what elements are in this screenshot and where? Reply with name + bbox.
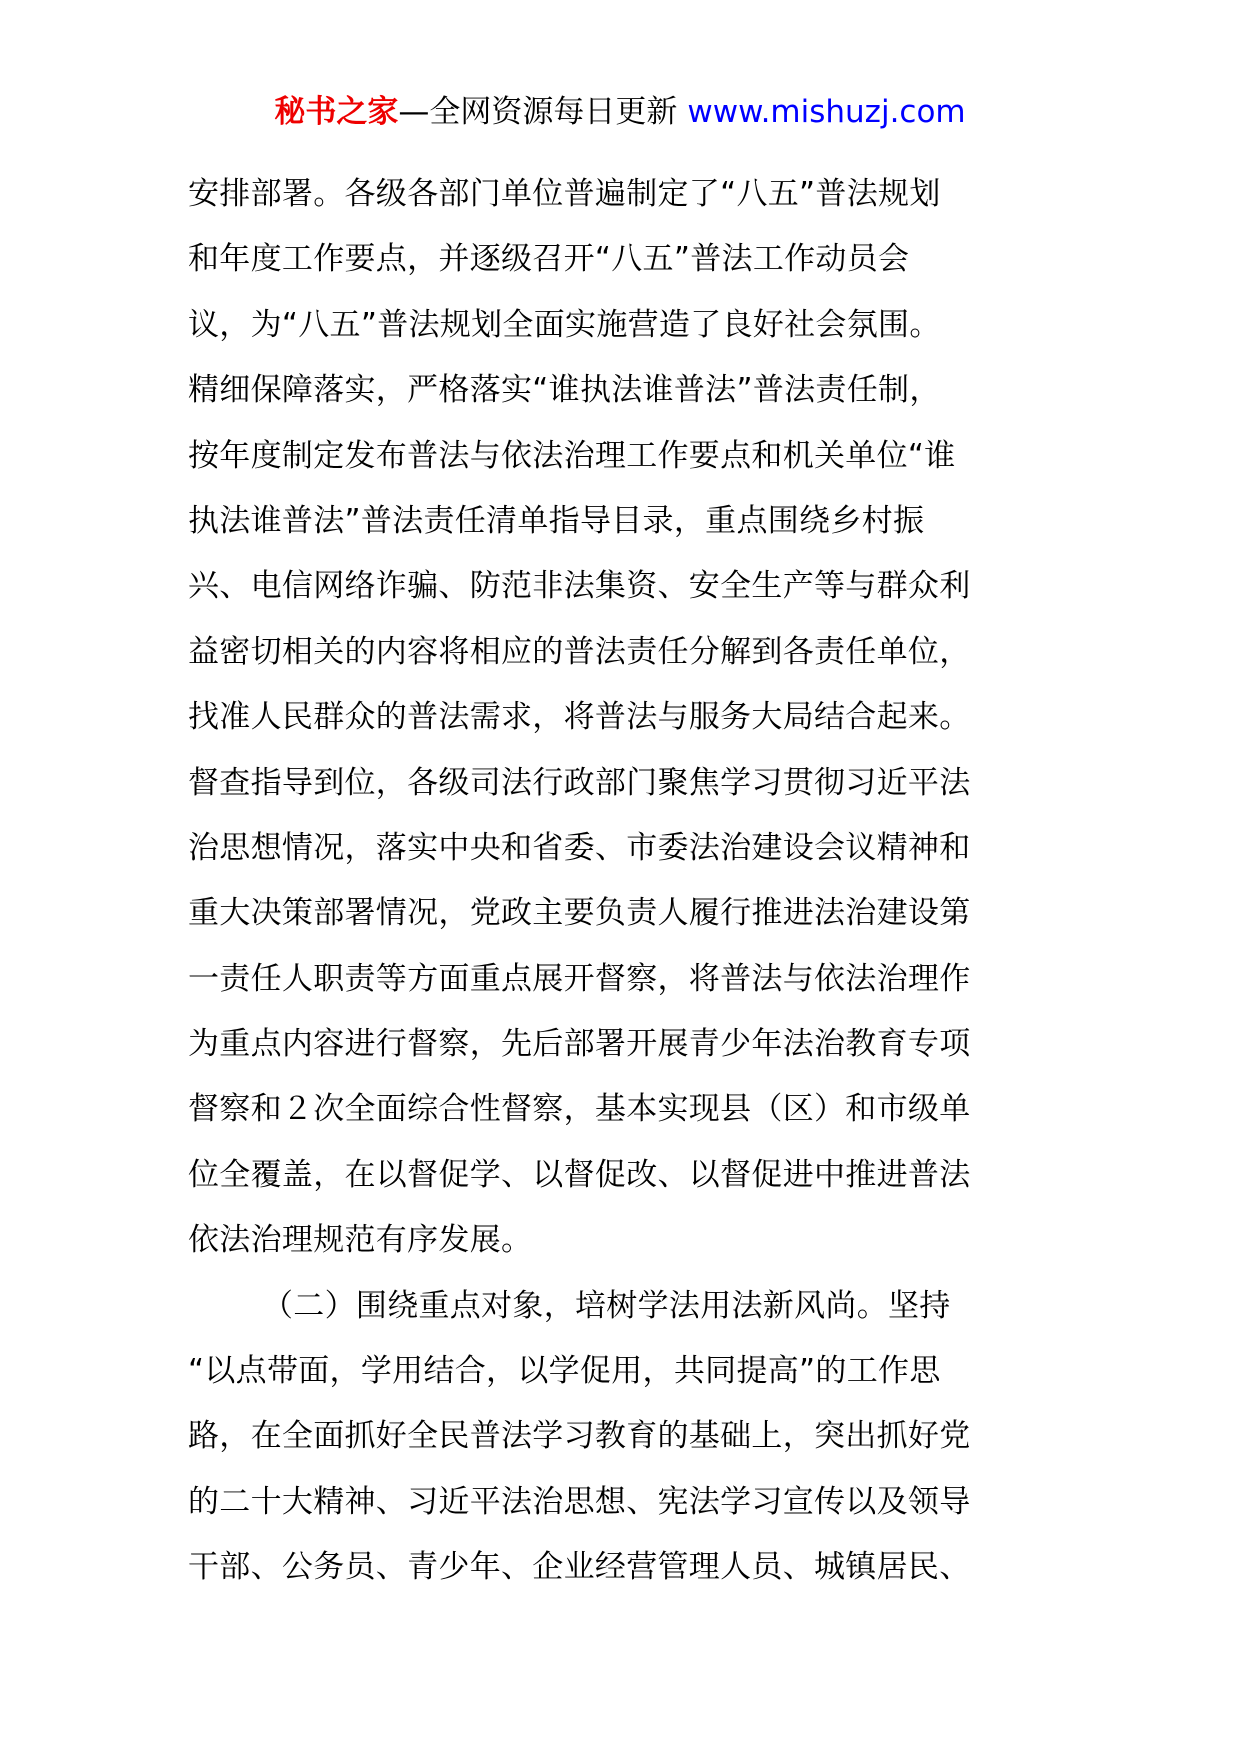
text-line: 和年度工作要点，并逐级召开“八五”普法工作动员会 [188,241,910,278]
text-line: 督察和２次全面综合性督察，基本实现县（区）和市级单 [188,1091,971,1128]
site-header [0,92,1240,132]
text-line: 治思想情况，落实中央和省委、市委法治建设会议精神和 [188,829,971,866]
text-line: 依法治理规范有序发展。 [188,1222,533,1259]
text-line: 一责任人职责等方面重点展开督察，将普法与依法治理作 [188,960,971,997]
text-line: 督查指导到位，各级司法行政部门聚焦学习贯彻习近平法 [188,764,971,801]
text-line: 安排部署。各级各部门单位普遍制定了“八五”普法规划 [188,176,941,212]
section-heading-line: （二）围绕重点对象，培树学法用法新风尚。坚持 [262,1287,951,1324]
document-body [188,162,1068,1601]
text-line: 议，为“八五”普法规划全面实施营造了良好社会氛围。 [188,306,941,343]
text-line: 路，在全面抓好全民普法学习教育的基础上，突出抓好党 [188,1418,971,1455]
text-line: 干部、公务员、青少年、企业经营管理人员、城镇居民、 [188,1549,971,1586]
text-line: 按年度制定发布普法与依法治理工作要点和机关单位“谁 [188,437,956,474]
text-line: 为重点内容进行督察，先后部署开展青少年法治教育专项 [188,1026,971,1063]
text-line: 的二十大精神、习近平法治思想、宪法学习宣传以及领导 [188,1483,971,1520]
text-line: 找准人民群众的普法需求，将普法与服务大局结合起来。 [188,699,971,736]
text-line: 精细保障落实，严格落实“谁执法谁普法”普法责任制， [188,372,941,409]
website-link[interactable]: www.mishuzj.com [687,94,966,130]
text-line: 位全覆盖，在以督促学、以督促改、以督促进中推进普法 [188,1156,971,1193]
header-tagline: —全网资源每日更新 [398,94,678,130]
text-line: 益密切相关的内容将相应的普法责任分解到各责任单位， [188,633,971,670]
text-line: 执法谁普法”普法责任清单指导目录，重点围绕乡村振 [188,502,925,539]
text-line: 重大决策部署情况，党政主要负责人履行推进法治建设第 [188,895,971,932]
brand-name: 秘书之家 [274,94,399,130]
text-line: “以点带面，学用结合，以学促用，共同提高”的工作思 [188,1353,941,1390]
text-line: 兴、电信网络诈骗、防范非法集资、安全生产等与群众利 [188,568,971,605]
